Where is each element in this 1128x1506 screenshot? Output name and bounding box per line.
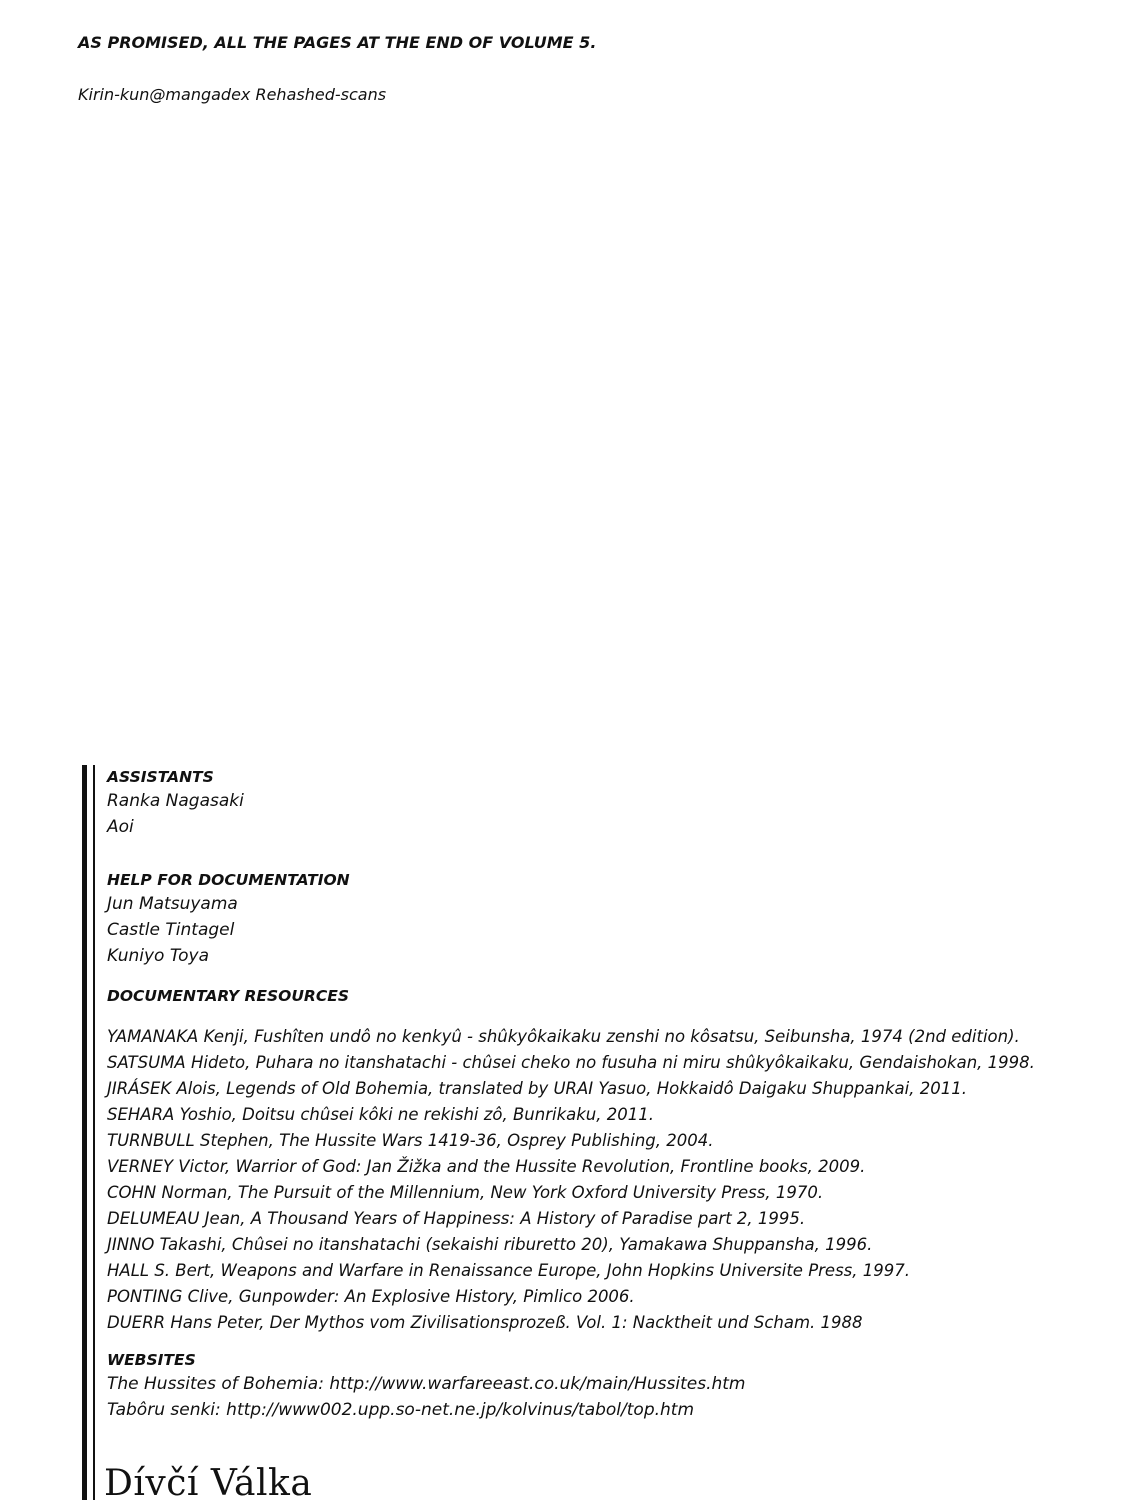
documentation-help-heading: HELP FOR DOCUMENTATION xyxy=(107,871,350,889)
credits-section xyxy=(107,766,1117,1423)
promise-note: AS PROMISED, ALL THE PAGES AT THE END OF VOLUME 5. xyxy=(78,33,597,52)
reference-item: SATSUMA Hideto, Puhara no itanshatachi - chûsei cheko no fusuha ni miru shûkyôkaikaku, Gendaishokan, 1998. xyxy=(107,1053,1035,1072)
reference-item: YAMANAKA Kenji, Fushîten undô no kenkyû - shûkyôkaikaku zenshi no kôsatsu, Seibunsha, 1974 (2nd edition). xyxy=(107,1027,1020,1046)
reference-item: JIRÁSEK Alois, Legends of Old Bohemia, translated by URAI Yasuo, Hokkaidô Daigaku Shuppankai, 2011. xyxy=(107,1079,967,1098)
reference-item: DUERR Hans Peter, Der Mythos vom Zivilisationsprozeß. Vol. 1: Nacktheit und Scham. 1988 xyxy=(107,1313,863,1332)
helper-name: Jun Matsuyama xyxy=(107,894,238,914)
left-border-thin xyxy=(93,765,95,1500)
left-border-thick xyxy=(82,765,87,1500)
reference-item: TURNBULL Stephen, The Hussite Wars 1419-36, Osprey Publishing, 2004. xyxy=(107,1131,714,1150)
reference-item: PONTING Clive, Gunpowder: An Explosive History, Pimlico 2006. xyxy=(107,1287,635,1306)
helper-name: Kuniyo Toya xyxy=(107,946,209,966)
reference-item: HALL S. Bert, Weapons and Warfare in Renaissance Europe, John Hopkins Universite Press, 1997. xyxy=(107,1261,911,1280)
assistants-heading: ASSISTANTS xyxy=(107,768,214,786)
reference-item: VERNEY Victor, Warrior of God: Jan Žižka and the Hussite Revolution, Frontline books, 2009. xyxy=(107,1157,866,1176)
websites-heading: WEBSITES xyxy=(107,1351,196,1369)
reference-item: COHN Norman, The Pursuit of the Millennium, New York Oxford University Press, 1970. xyxy=(107,1183,824,1202)
reference-item: DELUMEAU Jean, A Thousand Years of Happiness: A History of Paradise part 2, 1995. xyxy=(107,1209,806,1228)
assistant-name: Aoi xyxy=(107,817,134,837)
helper-name: Castle Tintagel xyxy=(107,920,235,940)
website-item: Tabôru senki: http://www002.upp.so-net.ne.jp/kolvinus/tabol/top.htm xyxy=(107,1400,695,1420)
reference-item: JINNO Takashi, Chûsei no itanshatachi (sekaishi riburetto 20), Yamakawa Shuppansha, 1996. xyxy=(107,1235,873,1254)
assistant-name: Ranka Nagasaki xyxy=(107,791,244,811)
title-signature: Dívčí Válka xyxy=(104,1463,313,1504)
documentary-resources-heading: DOCUMENTARY RESOURCES xyxy=(107,987,349,1005)
reference-list xyxy=(107,1024,1117,1336)
website-item: The Hussites of Bohemia: http://www.warfareeast.co.uk/main/Hussites.htm xyxy=(107,1374,746,1394)
scanlation-credit: Kirin-kun@mangadex Rehashed-scans xyxy=(78,85,387,104)
reference-item: SEHARA Yoshio, Doitsu chûsei kôki ne rekishi zô, Bunrikaku, 2011. xyxy=(107,1105,654,1124)
